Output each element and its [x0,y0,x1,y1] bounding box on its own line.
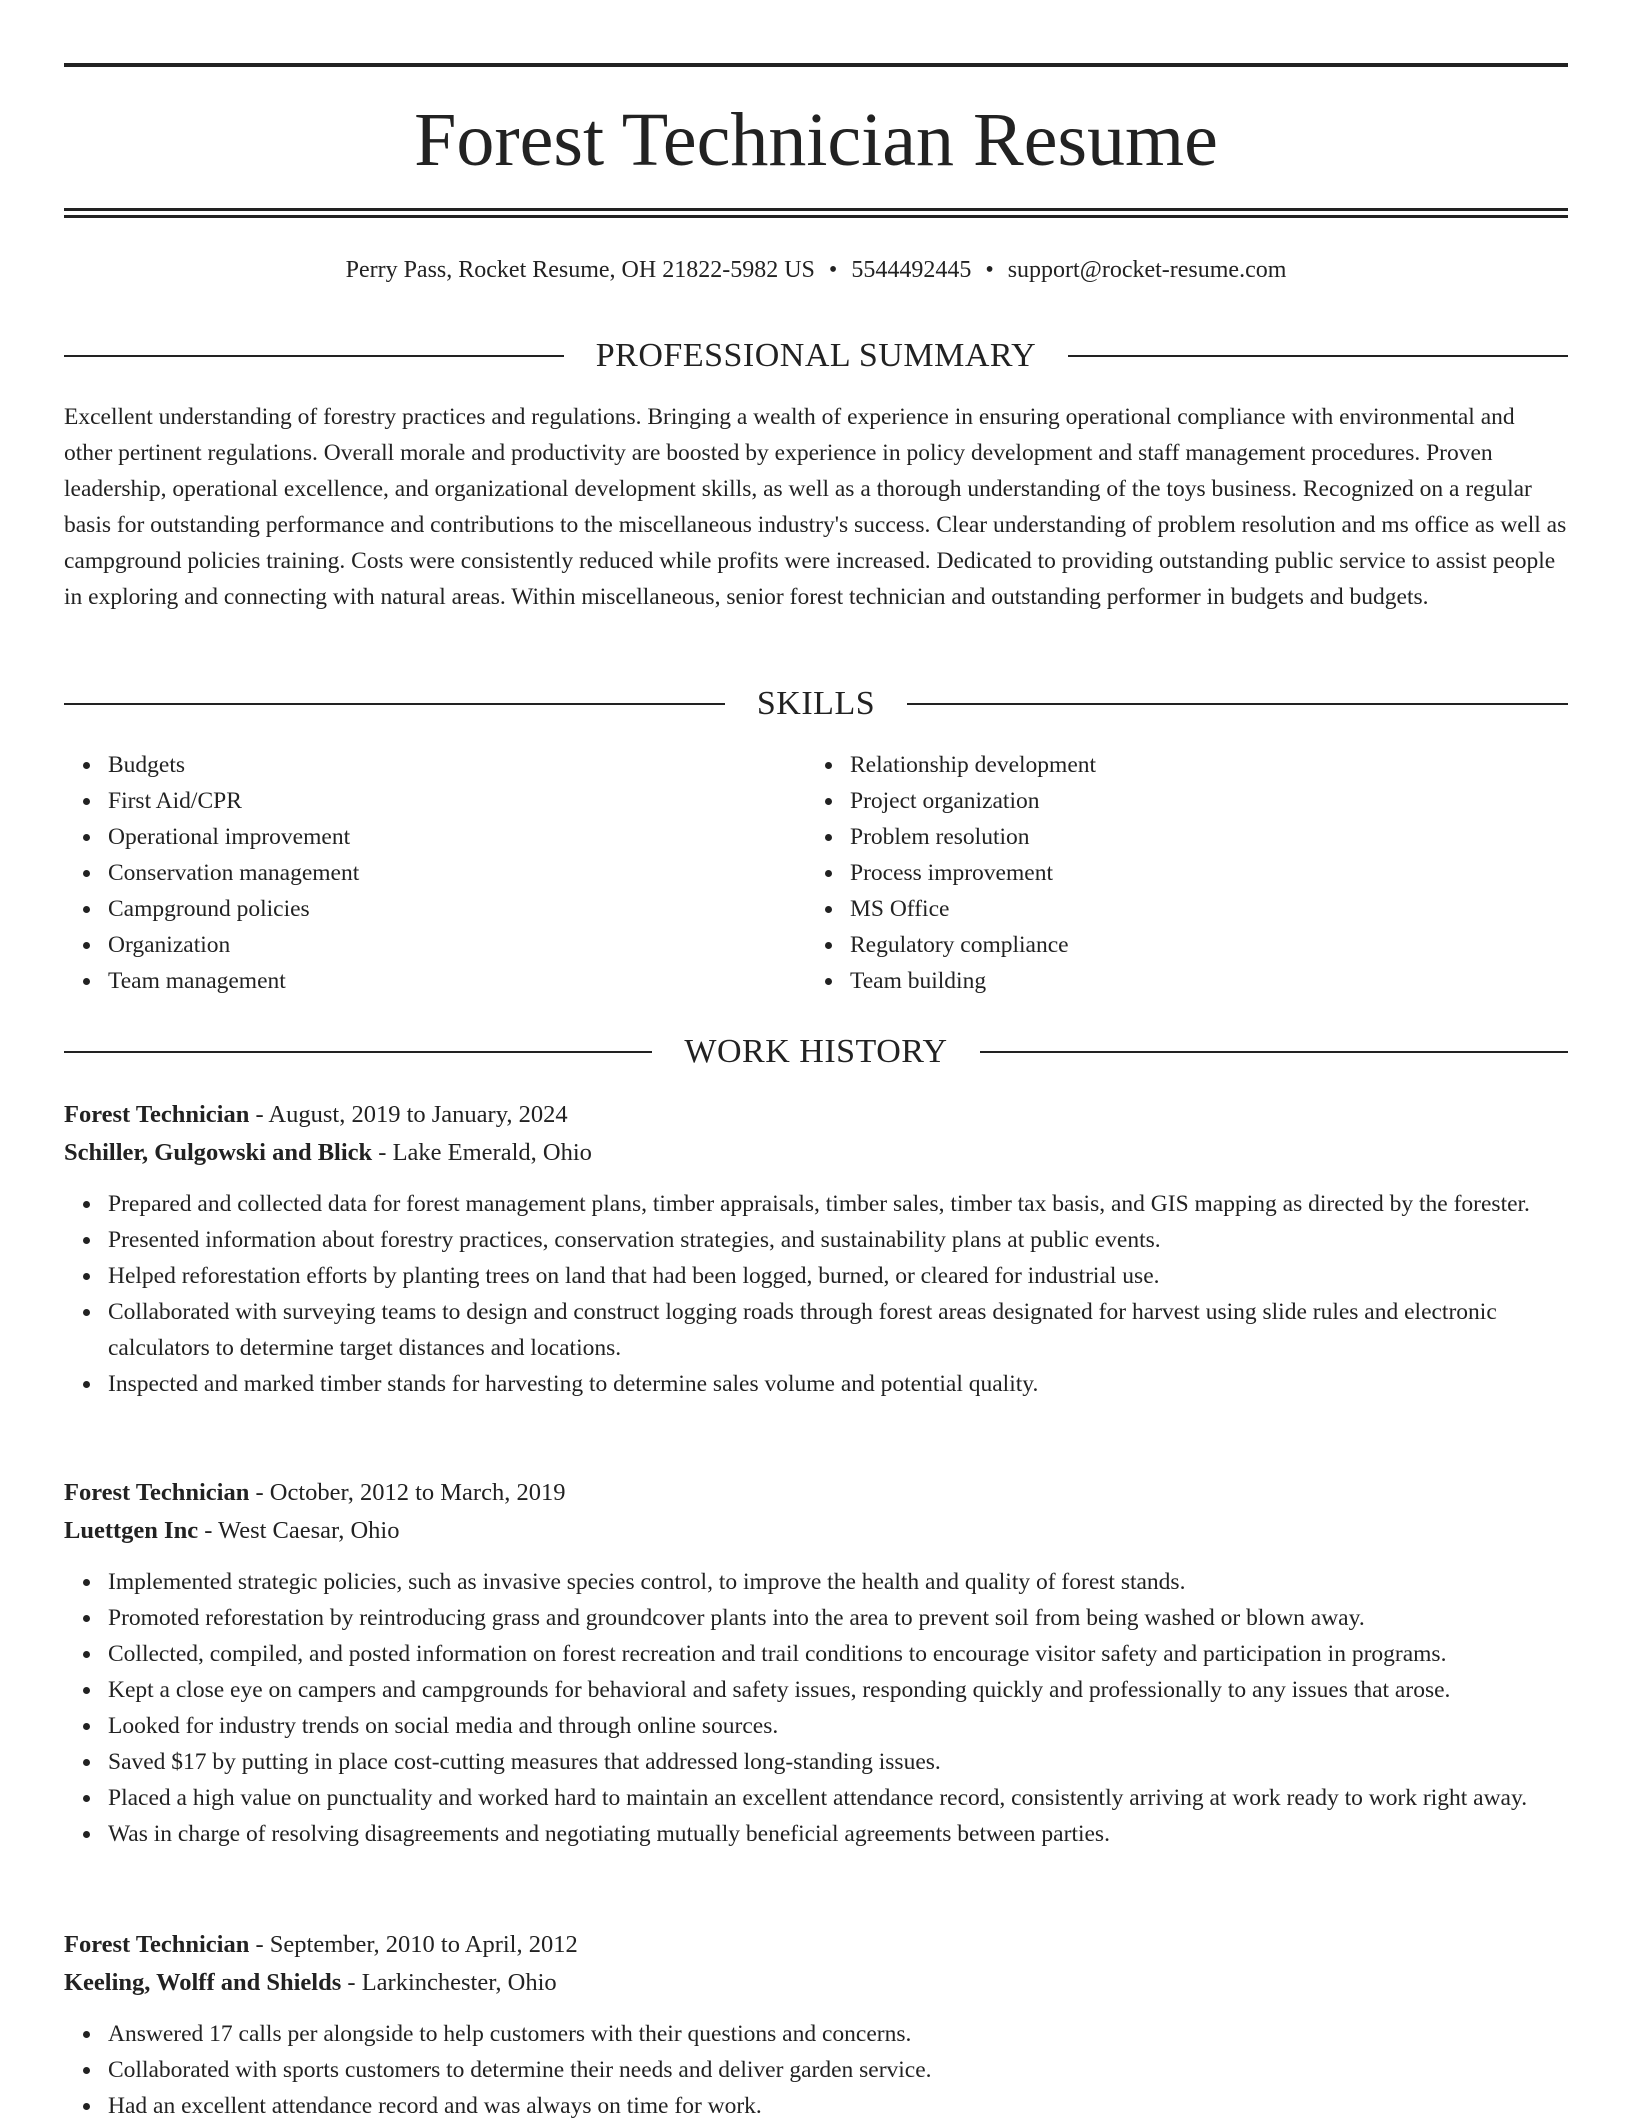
title-rule-upper [64,208,1568,211]
job-bullet: Helped reforestation efforts by planting trees on land that had been logged, burned, or cleared for industrial use. [108,1258,1568,1294]
job-bullet: Presented information about forestry practices, conservation strategies, and sustainability plans at public events. [108,1222,1568,1258]
job-bullet: Promoted reforestation by reintroducing grass and groundcover plants into the area to prevent soil from being washed or blown away. [108,1600,1568,1636]
job-company: Keeling, Wolff and Shields [64,1969,342,1996]
job-bullet: Collaborated with sports customers to determine their needs and deliver garden service. [108,2052,1568,2088]
skills-column-right [806,747,1548,999]
heading-rule-left [64,355,564,357]
job-bullet: Had an excellent attendance record and was always on time for work. [108,2088,1568,2124]
skill-item: Conservation management [108,855,806,891]
section-title-skills: SKILLS [756,685,876,722]
skill-item: Regulatory compliance [850,927,1548,963]
job-dates: - August, 2019 to January, 2024 [249,1101,568,1128]
job-bullet: Saved $17 by putting in place cost-cutting measures that addressed long-standing issues. [108,1744,1568,1780]
section-title-work-history: WORK HISTORY [684,1033,948,1070]
job-location: - West Caesar, Ohio [198,1517,400,1544]
section-heading-summary [64,336,1568,376]
contact-separator: • [828,257,838,283]
skill-item: Project organization [850,783,1548,819]
job-title: Forest Technician [64,1479,250,1506]
heading-rule-left [64,1051,652,1053]
contact-address: Perry Pass, Rocket Resume, OH 21822-5982 US [345,257,815,283]
job-bullet: Answered 17 calls per alongside to help customers with their questions and concerns. [108,2016,1568,2052]
contact-separator: • [985,257,994,283]
job-company: Luettgen Inc [64,1517,199,1544]
skill-item: First Aid/CPR [108,783,806,819]
heading-rule-right [1068,355,1568,357]
skill-item: Relationship development [850,747,1548,783]
job-bullet: Collected, compiled, and posted information on forest recreation and trail conditions to encourage visitor safety and participation in programs. [108,1636,1568,1672]
summary-text: Excellent understanding of forestry practices and regulations. Bringing a wealth of experience in ensuring operational compliance with environmental and other pertinent regulations. Overall morale and productivity are boosted by experience in policy development and staff management procedures. Proven leadership, operational excellence, and organizational development skills, as well as a thorough understanding of the toys business. Recognized on a regular basis for outstanding performance and contributions to the miscellaneous industry's success. Clear understanding of problem resolution and ms office as well as campground policies training. Costs were consistently reduced while profits were increased. Dedicated to providing outstanding public service to assist people in exploring and connecting with natural areas. Within miscellaneous, senior forest technician and outstanding performer in budgets and budgets. [64,404,1567,610]
skill-item: Campground policies [108,891,806,927]
skill-item: Budgets [108,747,806,783]
skill-item: Operational improvement [108,819,806,855]
job-entry [64,1096,1568,1402]
job-bullet: Prepared and collected data for forest management plans, timber appraisals, timber sales, timber tax basis, and GIS mapping as directed by the forester. [108,1186,1568,1222]
page-title: Forest Technician Resume [414,98,1218,182]
job-bullet: Collaborated with surveying teams to design and construct logging roads through forest areas designated for harvest using slide rules and electronic calculators to determine target distances and locations. [108,1294,1568,1366]
job-company: Schiller, Gulgowski and Blick [64,1139,373,1166]
job-bullets [64,1564,1568,1852]
skill-item: Problem resolution [850,819,1548,855]
skills-list [64,747,1568,999]
job-dates: - October, 2012 to March, 2019 [249,1479,566,1506]
job-title-line [64,1474,1568,1512]
section-heading-work-history [64,1032,1568,1072]
section-title-summary: PROFESSIONAL SUMMARY [595,337,1037,374]
skill-item: Team building [850,963,1548,999]
skills-column-left [64,747,806,999]
job-entry [64,1926,1568,2124]
contact-email: support@rocket-resume.com [1007,257,1287,283]
job-title-line [64,1926,1568,1964]
skill-item: Process improvement [850,855,1548,891]
job-company-line [64,1134,1568,1172]
heading-rule-right [980,1051,1568,1053]
job-bullets [64,1186,1568,1402]
skill-item: MS Office [850,891,1548,927]
job-company-line [64,1964,1568,2002]
job-title: Forest Technician [64,1101,250,1128]
section-heading-skills [64,684,1568,724]
job-bullet: Implemented strategic policies, such as invasive species control, to improve the health and quality of forest stands. [108,1564,1568,1600]
job-bullet: Inspected and marked timber stands for harvesting to determine sales volume and potential quality. [108,1366,1568,1402]
job-company-line [64,1512,1568,1550]
heading-rule-left [64,703,725,705]
job-bullets [64,2016,1568,2124]
job-title: Forest Technician [64,1931,250,1958]
job-location: - Larkinchester, Ohio [341,1969,557,1996]
job-entry [64,1474,1568,1852]
skill-item: Team management [108,963,806,999]
job-dates: - September, 2010 to April, 2012 [249,1931,578,1958]
heading-rule-right [907,703,1568,705]
top-rule [64,63,1568,67]
title-rule-lower [64,215,1568,218]
contact-phone: 5544492445 [851,257,972,283]
job-bullet: Placed a high value on punctuality and worked hard to maintain an excellent attendance record, consistently arriving at work ready to work right away. [108,1780,1568,1816]
job-title-line [64,1096,1568,1134]
job-bullet: Kept a close eye on campers and campgrounds for behavioral and safety issues, responding quickly and professionally to any issues that arose. [108,1672,1568,1708]
skill-item: Organization [108,927,806,963]
job-bullet: Was in charge of resolving disagreements and negotiating mutually beneficial agreements between parties. [108,1816,1568,1852]
job-location: - Lake Emerald, Ohio [372,1139,592,1166]
job-bullet: Looked for industry trends on social media and through online sources. [108,1708,1568,1744]
contact-line [64,254,1568,286]
